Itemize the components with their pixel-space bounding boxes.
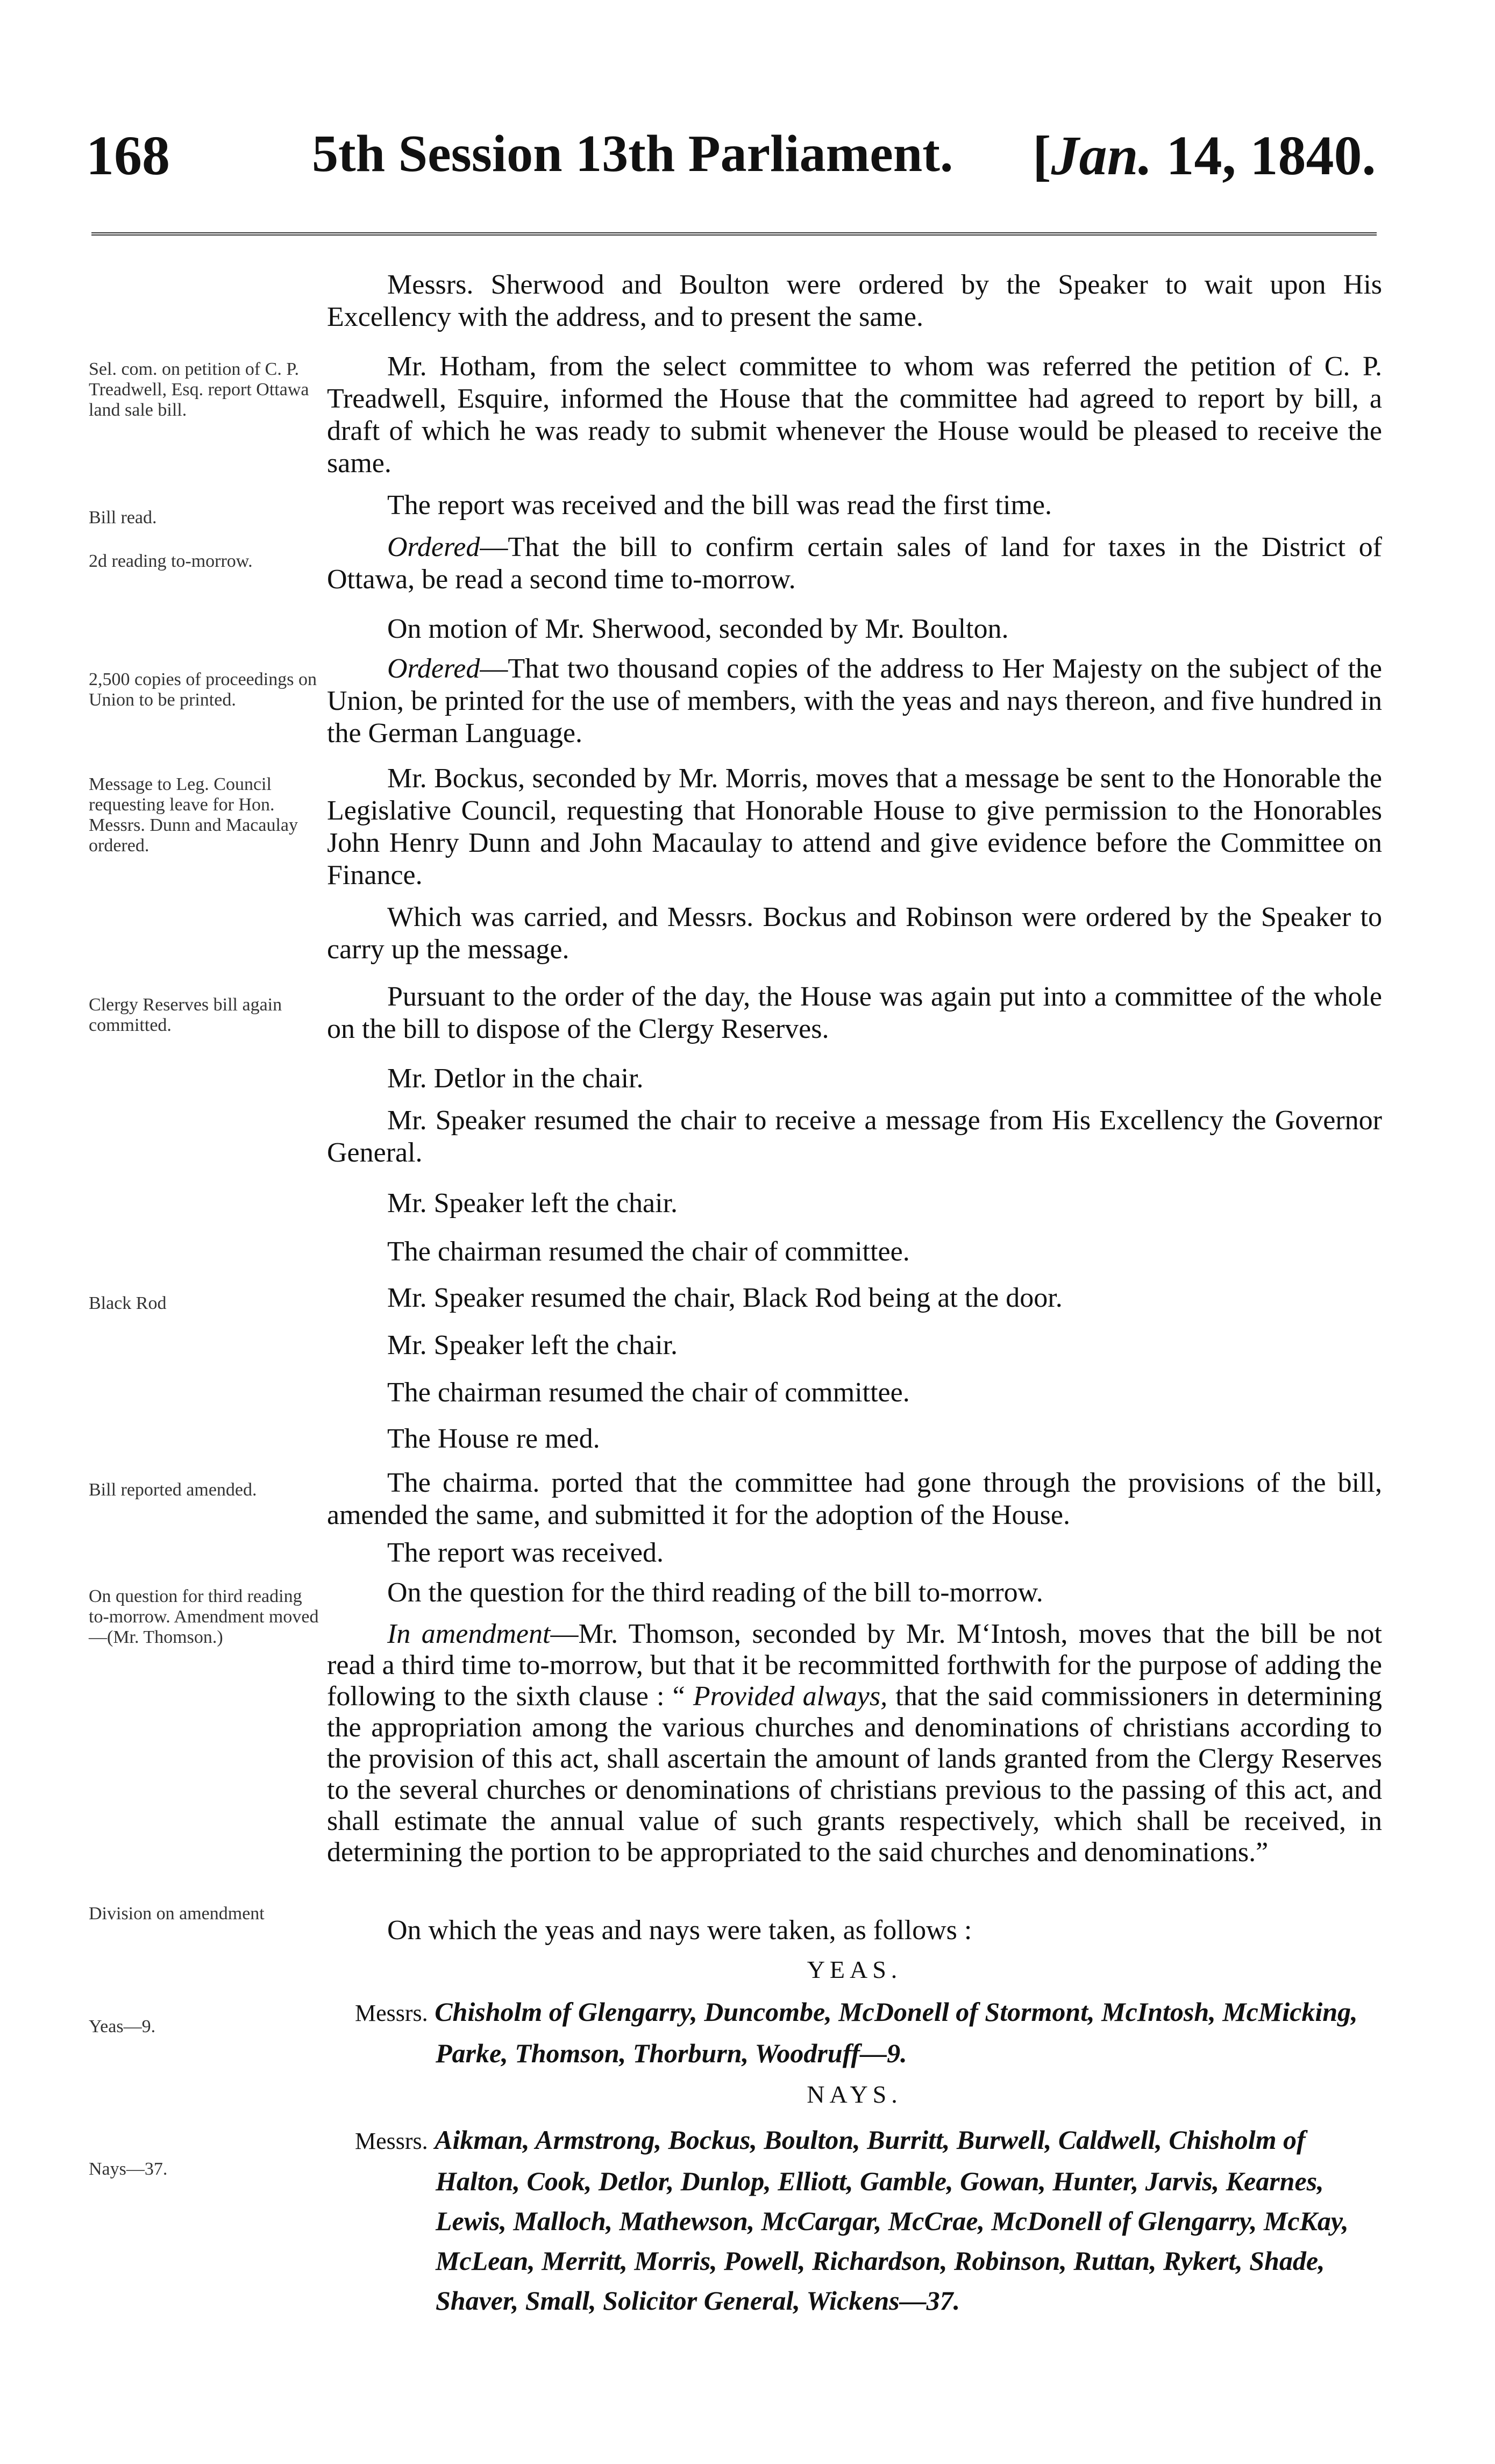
paragraph-text: Which was carried, and Messrs. Bockus and Robinson were ordered by the Speaker to carry up the message. — [327, 902, 1382, 965]
yeas-names-line — [355, 1992, 1393, 2073]
date-day-year: 14, 1840. — [1166, 125, 1376, 187]
margin-note: Black Rod — [89, 1293, 167, 1313]
paragraph-text: The chairman resumed the chair of committee. — [387, 1236, 910, 1267]
paragraph-text: On the question for the third reading of the bill to-morrow. — [387, 1577, 1043, 1608]
page-header — [0, 124, 1495, 204]
paragraph — [327, 1187, 1382, 1220]
amendment-lead: In amendment — [387, 1619, 551, 1649]
paragraph-text — [327, 1619, 1382, 1868]
paragraph — [327, 1105, 1382, 1169]
paragraph — [327, 1377, 1382, 1409]
margin-note: Yeas—9. — [89, 2017, 156, 2036]
yeas-heading: YEAS. — [807, 1956, 902, 1983]
margin-note: 2,500 copies of proceedings on Union to be printed. — [89, 670, 317, 710]
paragraph — [327, 901, 1382, 966]
paragraph — [327, 1063, 1382, 1095]
margin-note: Bill read. — [89, 508, 157, 528]
paragraph-text: The report was received and the bill was read the first time. — [387, 490, 1052, 521]
yeas-list — [355, 1992, 1393, 2073]
paragraph-text: The chairma. ported that the committee had gone through the provisions of the bill, amended the same, and submitted it for the adoption of the House. — [327, 1468, 1382, 1530]
paragraph-text: Messrs. Sherwood and Boulton were ordered by the Speaker to wait upon His Excellency with the address, and to present the same. — [327, 269, 1382, 332]
paragraph — [327, 1577, 1382, 1609]
ordered-text: —That two thousand copies of the address to Her Majesty on the subject of the Union, be printed for the use of members, with the yeas and nays thereon, and five hundred in the German Language. — [327, 653, 1382, 749]
paragraph-text: Mr. Speaker resumed the chair to receive a message from His Excellency the Governor General. — [327, 1105, 1382, 1168]
ordered-lead: Ordered — [387, 532, 480, 562]
paragraph — [327, 1537, 1382, 1569]
paragraph — [327, 981, 1382, 1045]
running-date — [1033, 124, 1376, 188]
yeas-prefix: Messrs. — [355, 2000, 428, 2026]
date-bracket: [ — [1033, 125, 1051, 187]
margin-note: Clergy Reserves bill again committed. — [89, 995, 282, 1035]
paragraph-text — [327, 531, 1382, 596]
margin-note: Bill reported amended. — [89, 1480, 257, 1500]
margin-note: Sel. com. on petition of C. P. Treadwell, Esq. report Ottawa land sale bill. — [89, 359, 309, 420]
paragraph-text: Mr. Speaker resumed the chair, Black Rod being at the door. — [387, 1283, 1063, 1313]
paragraph — [327, 613, 1382, 645]
paragraph — [327, 1619, 1382, 1868]
paragraph-text: Mr. Detlor in the chair. — [387, 1063, 644, 1094]
amendment-text: that the said commissioners in determining the appropriation among the various churches and denominations of christians according to the provision of this act, shall ascertain the amount of lands granted from the Clergy Reserves to the several churches or denominations of christians previous to the passing of this act, and shall estimate the annual value of such grants respectively, which shall be received, in determining the portion to be appropriated to the said churches and denominations.” — [327, 1681, 1382, 1868]
paragraph — [327, 1236, 1382, 1268]
page-number: 168 — [86, 125, 170, 187]
paragraph — [327, 269, 1382, 333]
paragraph — [327, 1467, 1382, 1532]
nays-heading: NAYS. — [807, 2081, 902, 2108]
margin-note: Nays—37. — [89, 2159, 168, 2179]
ordered-lead: Ordered — [387, 653, 480, 684]
header-rule — [91, 232, 1377, 236]
paragraph — [327, 1914, 1382, 1947]
paragraph — [327, 1282, 1382, 1314]
paragraph-text — [327, 653, 1382, 750]
nays-names: Aikman, Armstrong, Bockus, Boulton, Burritt, Burwell, Caldwell, Chisholm of Halton, Cook, Detlor, Dunlop, Elliott, Gamble, Gowan, Hunter, Jarvis, Kearnes, Lewis, Malloch, Mathewson, McCargar, McCrae, McDonell of Glengarry, McKay, McLean, Merritt, Morris, Powell, Richardson, Robinson, Ruttan, Rykert, Shade, Shaver, Small, Solicitor General, Wickens—37. — [435, 2125, 1349, 2316]
paragraph — [327, 1423, 1382, 1455]
yeas-names: Chisholm of Glengarry, Duncombe, McDonell of Stormont, McIntosh, McMicking, Parke, Thomson, Thorburn, Woodruff—9. — [435, 1997, 1358, 2068]
paragraph — [327, 531, 1382, 596]
nays-prefix: Messrs. — [355, 2128, 428, 2154]
running-title: 5th Session 13th Parliament. — [312, 125, 953, 183]
margin-note: Message to Leg. Council requesting leave for Hon. Messrs. Dunn and Macaulay ordered. — [89, 774, 298, 856]
paragraph-text: Mr. Bockus, seconded by Mr. Morris, moves that a message be sent to the Honorable the Legislative Council, requesting that Honorable House to give permission to the Honorables John Henry Dunn and John Macaulay to attend and give evidence before the Committee on Finance. — [327, 763, 1382, 891]
margin-note: 2d reading to-morrow. — [89, 551, 253, 571]
margin-note: On question for third reading to-morrow. Amendment moved—(Mr. Thomson.) — [89, 1586, 319, 1647]
paragraph-text: On motion of Mr. Sherwood, seconded by Mr. Boulton. — [387, 614, 1009, 644]
paragraph-text: Mr. Hotham, from the select committee to whom was referred the petition of C. P. Treadwell, Esquire, informed the House that the committee had agreed to report by bill, a draft of which he was ready to submit whenever the House would be pleased to receive the same. — [327, 351, 1382, 479]
nays-names-line — [355, 2120, 1393, 2320]
paragraph-text: The House re med. — [387, 1423, 600, 1454]
amendment-proviso: Provided always, — [693, 1681, 888, 1712]
paragraph-text: Mr. Speaker left the chair. — [387, 1188, 678, 1219]
amendment-text: —Mr. Thomson, seconded by Mr. M‘Intosh, moves that the bill be not read a third time to-morrow, but that it be recommitted forthwith for the purpose of adding the following to the sixth clause : “ — [327, 1619, 1383, 1712]
paragraph-text: The chairman resumed the chair of committee. — [387, 1377, 910, 1408]
paragraph — [327, 351, 1382, 480]
paragraph-text: On which the yeas and nays were taken, as follows : — [387, 1915, 972, 1946]
paragraph-text: Mr. Speaker left the chair. — [387, 1330, 678, 1361]
nays-list — [355, 2120, 1393, 2320]
paragraph — [327, 653, 1382, 750]
ordered-text: —That the bill to confirm certain sales of land for taxes in the District of Ottawa, be read a second time to-morrow. — [327, 532, 1382, 595]
paragraph-text: The report was received. — [387, 1537, 664, 1568]
paragraph — [327, 1329, 1382, 1362]
paragraph — [327, 763, 1382, 892]
date-month: Jan. — [1051, 125, 1152, 187]
paragraph — [327, 489, 1382, 522]
paragraph-text: Pursuant to the order of the day, the House was again put into a committee of the whole on the bill to dispose of the Clergy Reserves. — [327, 981, 1382, 1044]
margin-note: Division on amendment — [89, 1904, 265, 1924]
